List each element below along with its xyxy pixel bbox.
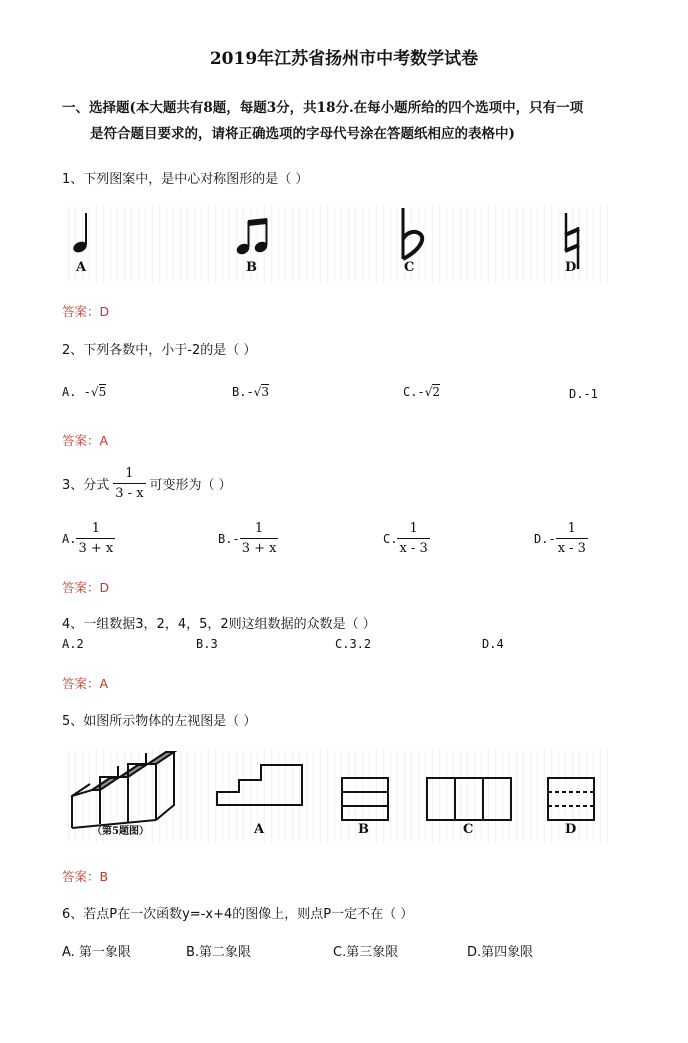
q2-option-a-radicand: 5	[98, 385, 107, 399]
question-3-stem	[62, 466, 232, 501]
q3-option-a-fraction	[76, 521, 115, 556]
q3-option-b	[218, 521, 278, 556]
beamed-eighth-notes-icon	[235, 218, 269, 256]
q2-option-a: A. -√5	[62, 385, 107, 399]
q2-option-d: D.-1	[569, 387, 598, 401]
q3-stem-numerator: 1	[125, 466, 134, 481]
q1-label-b: B	[246, 260, 257, 275]
q3-option-b-num: 1	[254, 521, 264, 536]
question-1-stem: 1、下列图案中，是中心对称图形的是（ ）	[62, 172, 309, 187]
q5-label-d: D	[565, 822, 577, 837]
q3-stem-before: 3、分式	[62, 478, 110, 493]
q5-label-b: B	[358, 822, 369, 837]
question-5-stem: 5、如图所示物体的左视图是（ ）	[62, 714, 257, 729]
q5-label-c: C	[463, 822, 474, 837]
view-a-icon	[217, 765, 302, 805]
q3-option-c-num: 1	[409, 521, 418, 536]
question-4-stem: 4、一组数据3，2，4，5，2则这组数据的众数是（ ）	[62, 617, 376, 632]
q3-option-c	[383, 521, 430, 556]
q3-option-d	[534, 521, 588, 556]
quarter-note-icon	[72, 213, 89, 254]
q3-option-d-fraction	[556, 521, 588, 556]
q3-option-d-prefix: D.-	[534, 531, 556, 546]
q3-stem-fraction	[113, 466, 145, 501]
section-header	[62, 95, 583, 147]
q2-option-b: B.-√3	[232, 385, 269, 399]
question-5-answer: 答案：B	[62, 869, 109, 884]
question-6-stem: 6、若点P在一次函数y=-x+4的图像上，则点P一定不在（ ）	[62, 907, 414, 922]
section-line-1: 一、选择题(本大题共有8题，每题3分，共18分.在每小题所给的四个选项中，只有一项	[62, 100, 584, 116]
q2-option-c-prefix: C.-	[403, 385, 425, 399]
q6-option-d: D.第四象限	[467, 945, 534, 960]
q3-option-a-num: 1	[91, 521, 100, 536]
q4-option-a: A.2	[62, 637, 84, 651]
q1-label-d: D	[565, 260, 577, 275]
view-d-icon	[548, 778, 594, 820]
q2-option-c: C.-√2	[403, 385, 440, 399]
view-b-icon	[342, 778, 388, 820]
q3-stem-after: 可变形为（ ）	[149, 478, 232, 493]
q3-option-b-den: 3 + x	[240, 538, 279, 556]
q3-option-a	[62, 521, 115, 556]
section-line-2: 是符合题目要求的，请将正确选项的字母代号涂在答题纸相应的表格中)	[90, 126, 515, 142]
q6-option-b: B.第二象限	[186, 945, 252, 960]
q3-option-a-den: 3 + x	[76, 538, 115, 556]
q4-option-b: B.3	[196, 637, 218, 651]
question-2-stem: 2、下列各数中，小于-2的是（ ）	[62, 343, 257, 358]
page-title: 2019年江苏省扬州市中考数学试卷	[209, 49, 479, 69]
question-4-answer: 答案：A	[62, 676, 109, 691]
q4-option-c: C.3.2	[335, 637, 372, 651]
q6-option-c: C.第三象限	[333, 945, 399, 960]
q3-option-c-den: x - 3	[397, 538, 429, 556]
q3-option-b-prefix: B.-	[218, 531, 240, 546]
q2-option-b-prefix: B.-	[232, 385, 254, 399]
question-1-figure	[62, 205, 610, 283]
question-3-answer: 答案：D	[62, 580, 110, 595]
q3-option-d-num: 1	[567, 521, 576, 536]
q3-stem-denominator: 3 - x	[113, 483, 145, 501]
q5-figure-caption: （第5题图）	[92, 826, 149, 837]
q3-option-a-prefix: A.	[62, 531, 77, 546]
q2-option-c-radicand: 2	[432, 385, 440, 399]
q3-option-c-prefix: C.	[383, 531, 398, 546]
question-2-answer: 答案：A	[62, 433, 109, 448]
q2-option-a-prefix: A. -	[62, 385, 91, 399]
q4-option-d: D.4	[482, 637, 504, 651]
q3-option-d-den: x - 3	[556, 538, 588, 556]
q3-option-b-fraction	[240, 521, 279, 556]
music-symbols-figure	[62, 205, 610, 283]
flat-sign-icon	[403, 208, 422, 259]
q2-option-b-radicand: 3	[261, 385, 269, 399]
stair-object-icon	[72, 752, 174, 828]
q3-option-c-fraction	[397, 521, 429, 556]
q1-label-a: A	[76, 260, 87, 275]
view-c-icon	[427, 778, 511, 820]
q5-label-a: A	[254, 822, 265, 837]
q6-option-a: A. 第一象限	[62, 945, 131, 960]
question-1-answer: 答案：D	[62, 304, 110, 319]
q1-label-c: C	[404, 260, 415, 275]
